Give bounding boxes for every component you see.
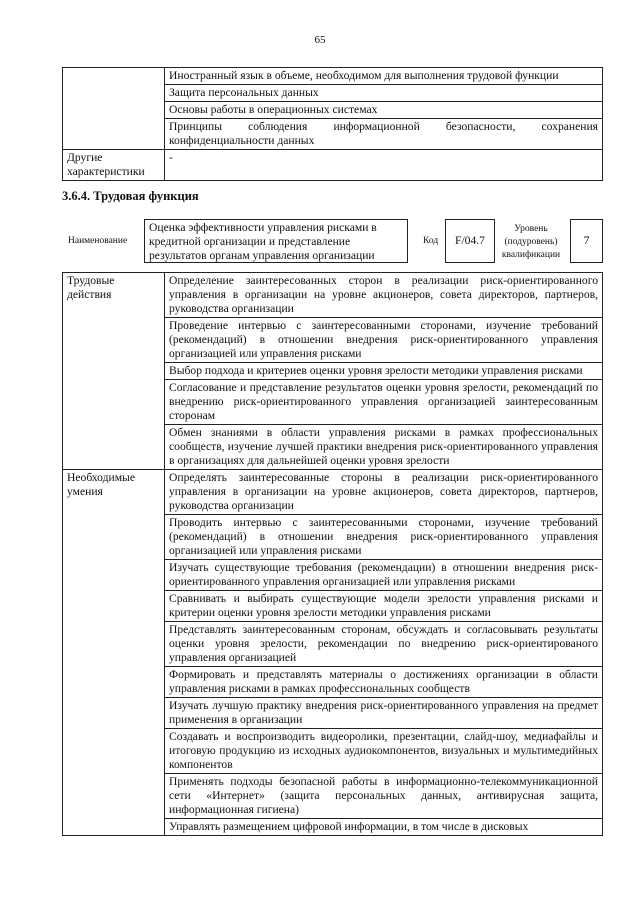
skill-item: Определять заинтересованные стороны в реализации риск-ориентированного управления в организации на уровне акционеров, совета директоров, партнеров, руководства организации [165, 470, 603, 515]
section-heading: 3.6.4. Трудовая функция [62, 189, 199, 203]
skill-item: Проводить интервью с заинтересованными сторонами, изучение требований (рекомендаций) в отношении внедрения риск-ориентированного управления организацией или управления рисками [165, 515, 603, 560]
code-label: Код [423, 236, 439, 246]
name-label: Наименование [68, 236, 128, 246]
knowledge-table-continued [62, 67, 603, 181]
page-number: 65 [314, 34, 326, 46]
skill-item: Сравнивать и выбирать существующие модели зрелости управления рисками и критерии оценки уровня зрелости методики управления рисками [165, 591, 603, 622]
qualification-level: 7 [570, 219, 603, 263]
required-skills-label: Необходимые умения [63, 470, 165, 836]
function-code: F/04.7 [445, 219, 495, 263]
labor-action-item: Выбор подхода и критериев оценки уровня зрелости методики управления рисками [165, 363, 603, 380]
skill-item: Создавать и воспроизводить видеоролики, презентации, слайд-шоу, медиафайлы и итоговую продукцию из исходных аудиокомпонентов, визуальных и мультимедийных компонентов [165, 729, 603, 774]
function-table [62, 272, 603, 836]
function-name: Оценка эффективности управления рисками в кредитной организации и представление результатов органам управления организации [144, 219, 408, 263]
knowledge-item: Иностранный язык в объеме, необходимом для выполнения трудовой функции [165, 68, 603, 85]
table-row [63, 68, 603, 85]
skill-item: Изучать существующие требования (рекомендации) в отношении внедрения риск-ориентированного управления организацией или управления рисками [165, 560, 603, 591]
empty-label-cell [63, 68, 165, 150]
skill-item: Применять подходы безопасной работы в информационно-телекоммуникационной сети «Интернет» (защита персональных данных, антивирусная защита, информационная гигиена) [165, 774, 603, 819]
skill-item: Изучать лучшую практику внедрения риск-ориентированного управления на предмет применения в организации [165, 698, 603, 729]
knowledge-item: Основы работы в операционных системах [165, 102, 603, 119]
labor-action-item: Обмен знаниями в области управления рисками в рамках профессиональных сообществ, изучение лучшей практики внедрения риск-ориентированного управления в организациях для дальнейшей оценки уровня зрелости [165, 425, 603, 470]
skill-item: Представлять заинтересованным сторонам, обсуждать и согласовывать результаты оценки уровня зрелости, рекомендации по внедрению риск-ориентированого управления организацией [165, 622, 603, 667]
labor-action-item: Проведение интервью с заинтересованными сторонами, изучение требований (рекомендаций) в отношении внедрения риск-ориентированного управления организацией или управления рисками [165, 318, 603, 363]
knowledge-item: Принципы соблюдения информационной безопасности, сохранения конфиденциальности данных [165, 119, 603, 150]
labor-action-item: Согласование и представление результатов оценки уровня зрелости, рекомендаций по внедрению риск-ориентированного управления организацией заинтересованным сторонам [165, 380, 603, 425]
labor-action-item: Определение заинтересованных сторон в реализации риск-ориентированного управления в организации на уровне акционеров, совета директоров, партнеров, руководства организации [165, 273, 603, 318]
other-characteristics-value: - [165, 150, 603, 181]
skill-item: Управлять размещением цифровой информации, в том числе в дисковых [165, 819, 603, 836]
skill-item: Формировать и представлять материалы о достижениях организации в области управления рисками в рамках профессиональных сообществ [165, 667, 603, 698]
table-row [63, 150, 603, 181]
function-header [62, 219, 603, 265]
table-row [63, 273, 603, 318]
other-characteristics-label: Другие характеристики [63, 150, 165, 181]
labor-actions-label: Трудовые действия [63, 273, 165, 470]
table-row [63, 470, 603, 515]
level-label: Уровень (подуровень) квалификации [501, 224, 561, 260]
knowledge-item: Защита персональных данных [165, 85, 603, 102]
